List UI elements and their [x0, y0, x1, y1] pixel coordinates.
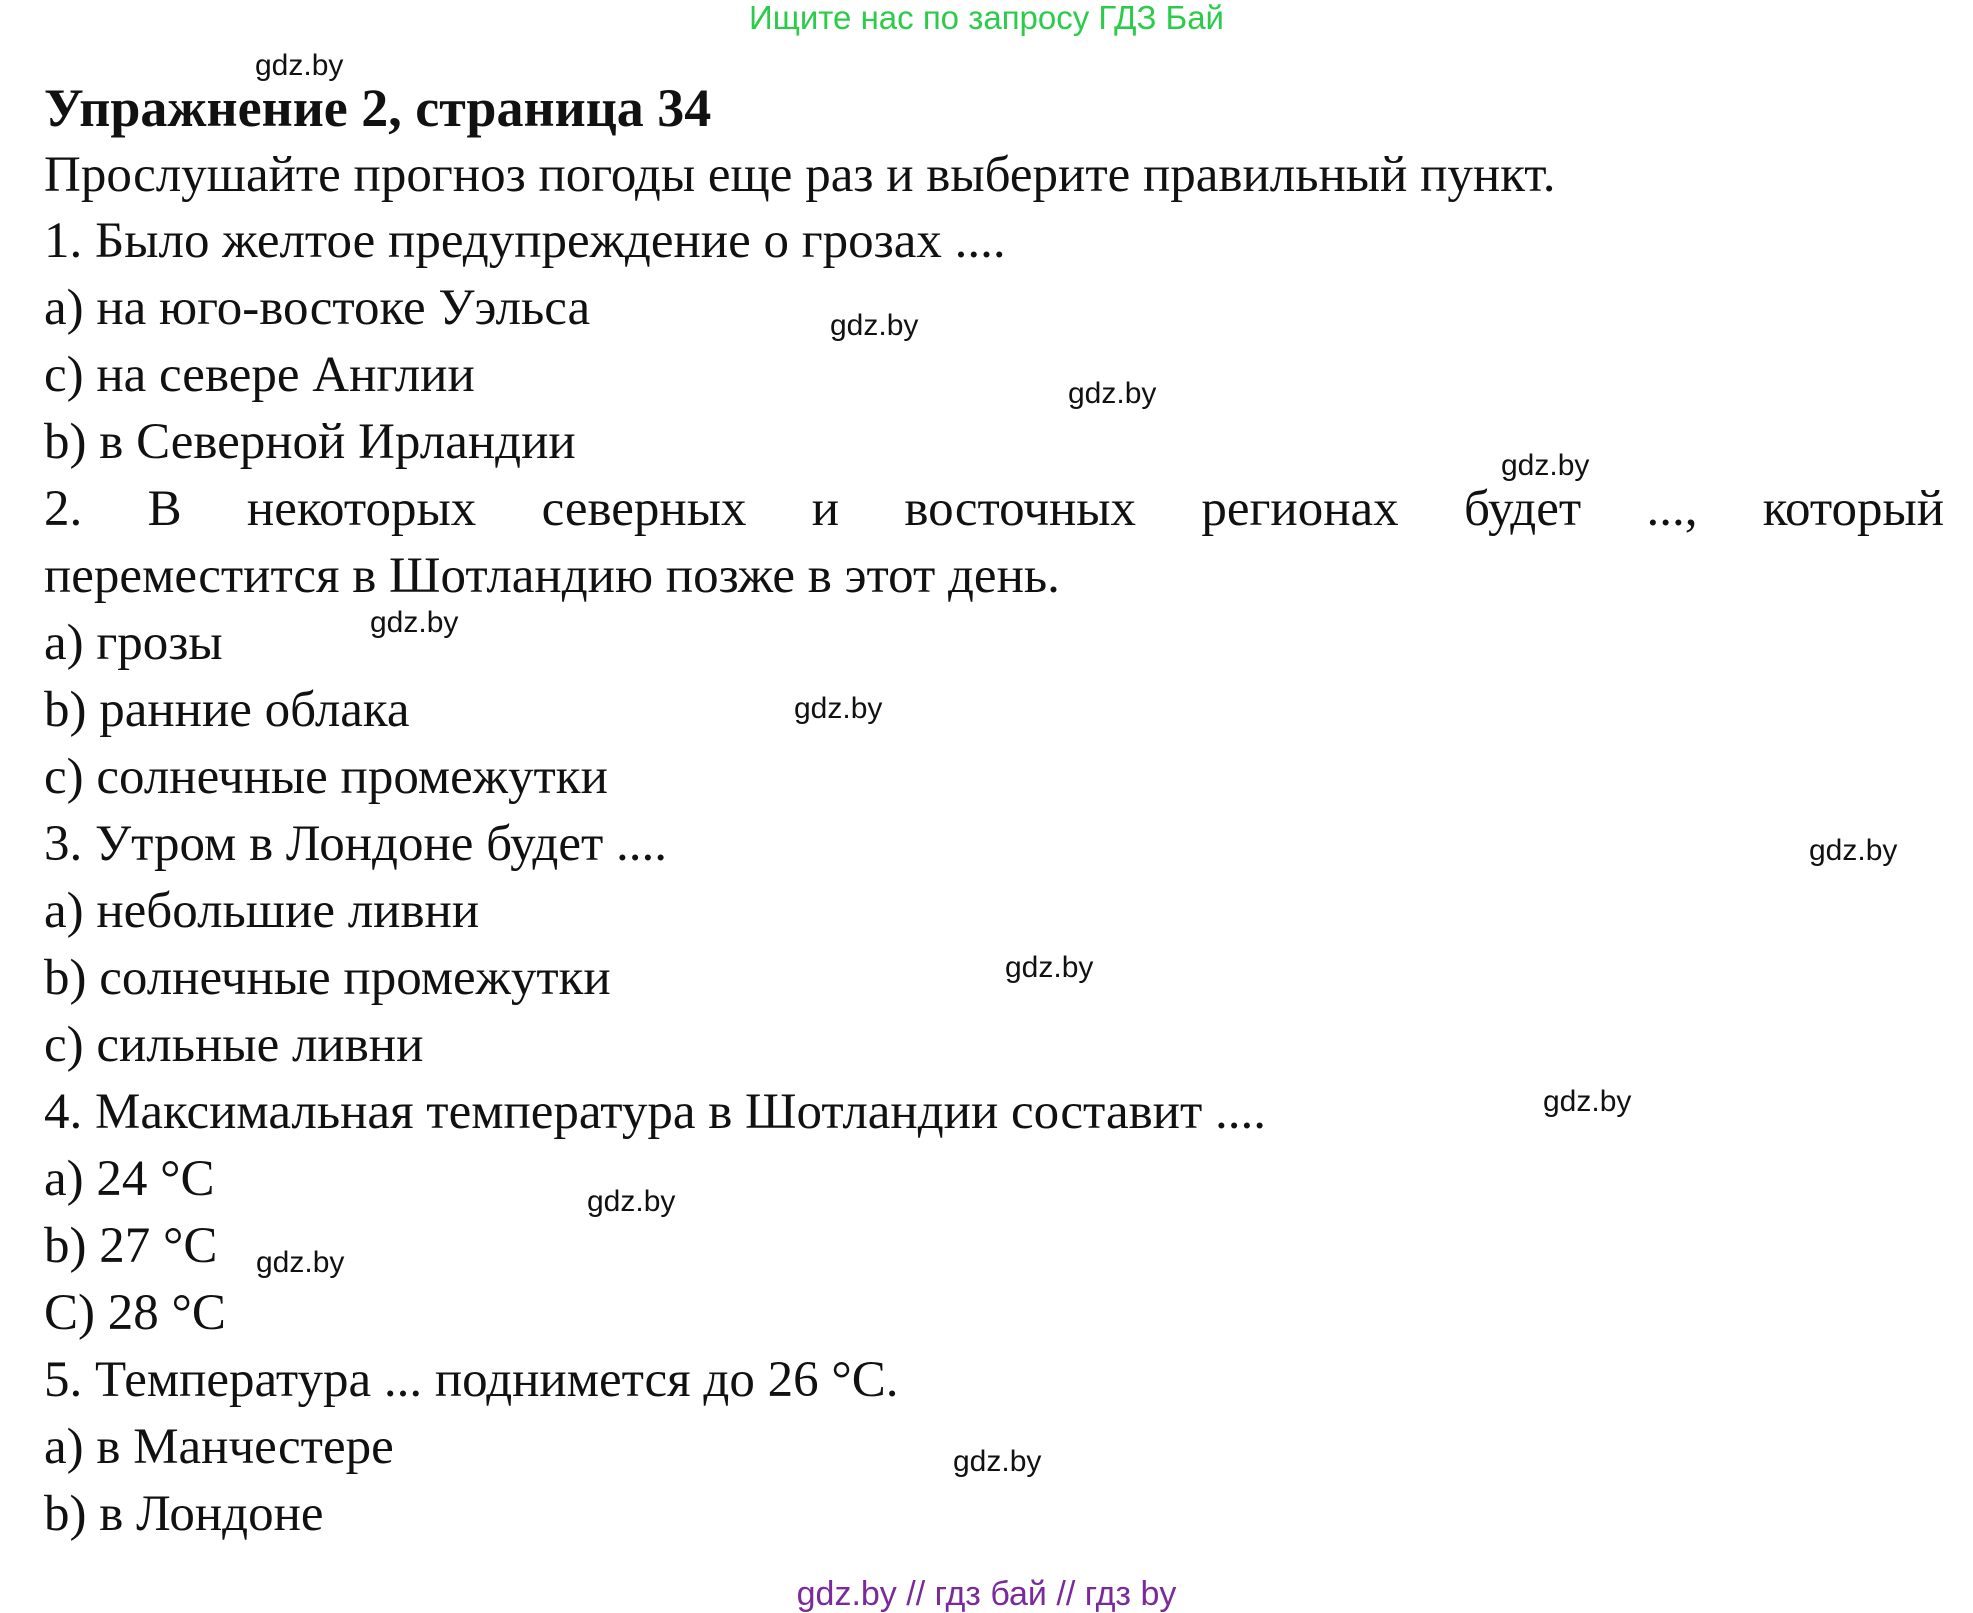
q1-option-c: c) на севере Англии	[44, 347, 475, 403]
watermark: gdz.by	[953, 1445, 1042, 1478]
q4-option-c: C) 28 °C	[44, 1285, 226, 1341]
watermark: gdz.by	[794, 692, 883, 725]
watermark: gdz.by	[830, 309, 919, 342]
q2-option-a: a) грозы	[44, 615, 223, 671]
watermark: gdz.by	[370, 606, 459, 639]
question-5: 5. Температура ... поднимется до 26 °C.	[44, 1352, 899, 1408]
question-3: 3. Утром в Лондоне будет ....	[44, 816, 668, 872]
watermark: gdz.by	[1809, 834, 1898, 867]
q4-option-a: a) 24 °C	[44, 1151, 215, 1207]
watermark: gdz.by	[1005, 951, 1094, 984]
q3-option-b: b) солнечные промежутки	[44, 950, 611, 1006]
q2-option-c: c) солнечные промежутки	[44, 749, 608, 805]
q1-option-a: a) на юго-востоке Уэльса	[44, 280, 591, 336]
footer-links[interactable]: gdz.by // гдз бай // гдз by	[796, 1575, 1177, 1613]
page-title: Упражнение 2, страница 34	[44, 78, 712, 138]
question-4: 4. Максимальная температура в Шотландии составит ....	[44, 1084, 1267, 1140]
question-1: 1. Было желтое предупреждение о грозах ....	[44, 213, 1006, 269]
watermark: gdz.by	[255, 49, 344, 82]
watermark: gdz.by	[587, 1185, 676, 1218]
q5-option-a: a) в Манчестере	[44, 1419, 394, 1475]
watermark: gdz.by	[1068, 377, 1157, 410]
question-2-line-1: 2. В некоторых северных и восточных регионах будет ..., который	[44, 481, 1944, 537]
q2-option-b: b) ранние облака	[44, 682, 410, 738]
q4-option-b: b) 27 °C	[44, 1218, 218, 1274]
q1-option-b: b) в Северной Ирландии	[44, 414, 576, 470]
watermark: gdz.by	[256, 1246, 345, 1279]
watermark: gdz.by	[1543, 1085, 1632, 1118]
top-banner[interactable]: Ищите нас по запросу ГДЗ Бай	[749, 0, 1224, 36]
q5-option-b: b) в Лондоне	[44, 1486, 324, 1542]
question-2-line-2: переместится в Шотландию позже в этот день.	[44, 548, 1060, 604]
instruction-text: Прослушайте прогноз погоды еще раз и выберите правильный пункт.	[44, 147, 1556, 203]
q3-option-c: c) сильные ливни	[44, 1017, 424, 1073]
q3-option-a: a) небольшие ливни	[44, 883, 480, 939]
watermark: gdz.by	[1501, 449, 1590, 482]
